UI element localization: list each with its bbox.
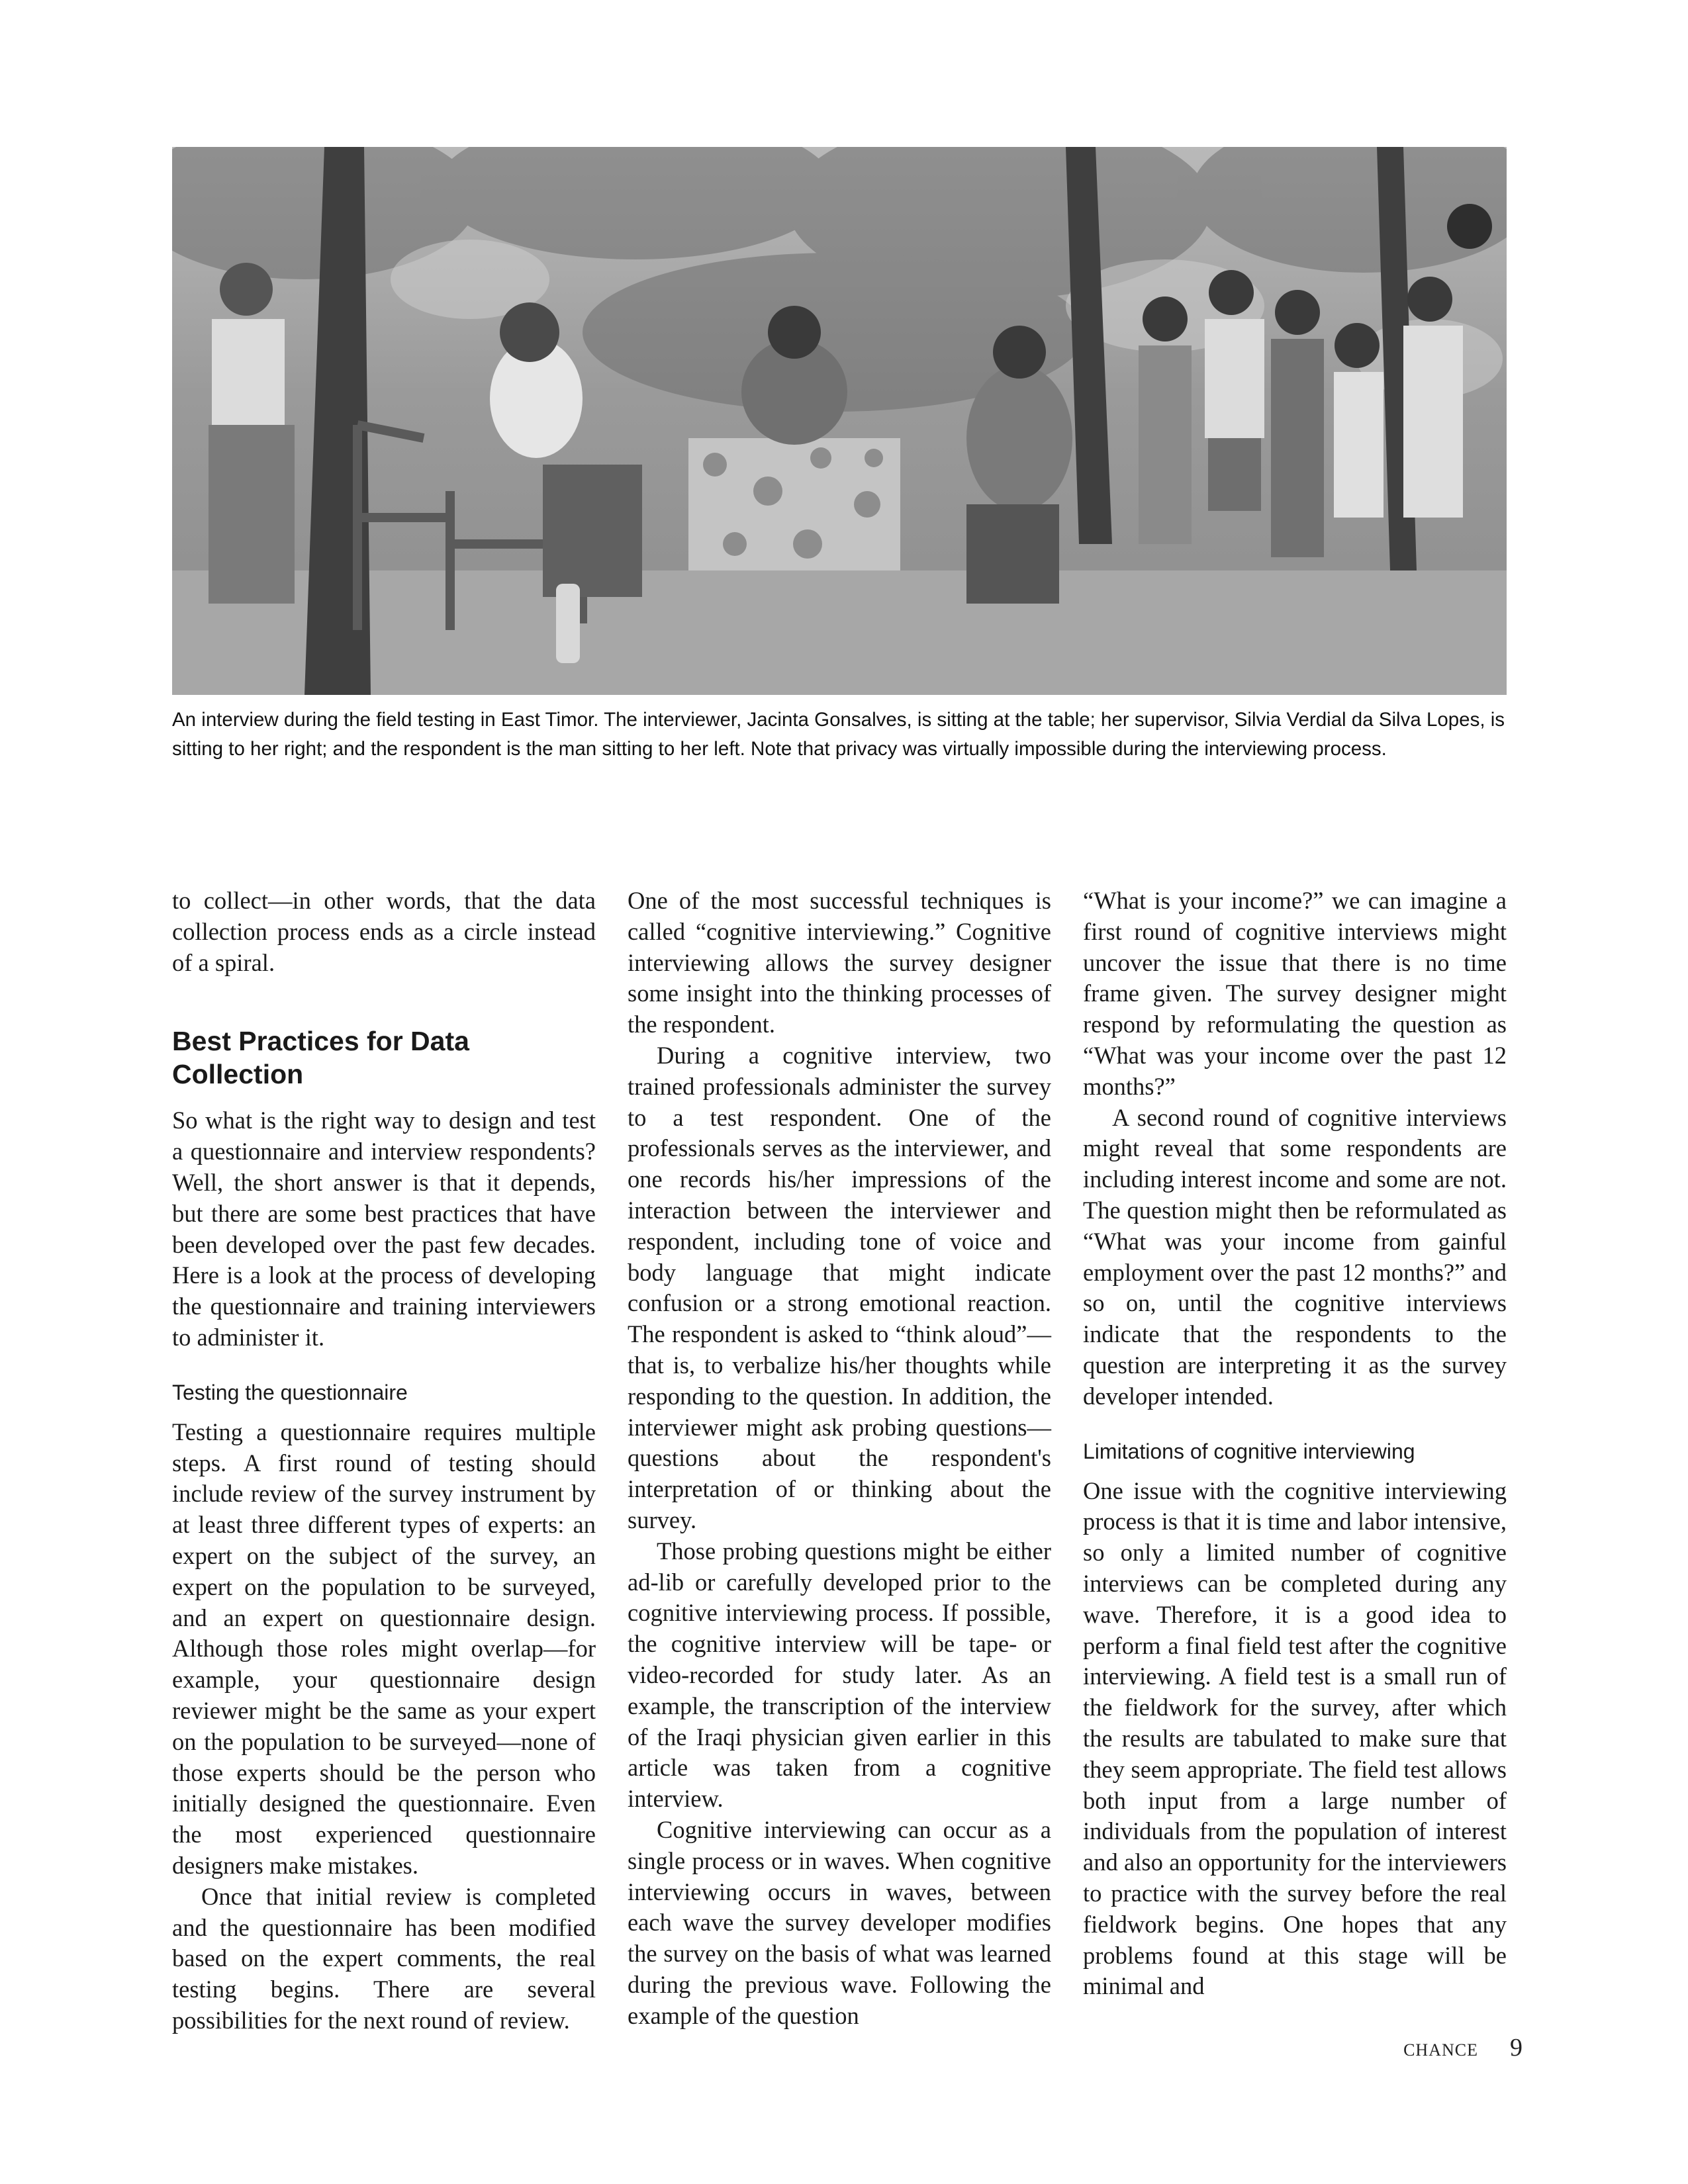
page-footer bbox=[1344, 2033, 1523, 2062]
journal-name: CHANCE bbox=[1403, 2040, 1478, 2060]
paragraph: to collect—in other words, that the data collection process ends as a circle instead of a spiral. bbox=[172, 887, 596, 976]
paragraph: “What is your income?” we can imagine a first round of cognitive interviews might uncover the issue that there is no time frame given. The survey designer might respond by reformulating the question as “What was your income over the past 12 months?” bbox=[1083, 887, 1507, 1100]
text-column-1 bbox=[172, 886, 596, 2036]
field-interview-photo bbox=[172, 147, 1507, 695]
paragraph: During a cognitive interview, two trained professionals administer the survey to a test respondent. One of the professionals serves as the interviewer, and one records his/her impressions of the interaction between the interviewer and respondent, including tone of voice and body language that might indicate confusion or a strong emotional reaction. The respondent is asked to “think aloud”—that is, to verbalize his/her thoughts while responding to the question. In addition, the interviewer might ask probing questions—questions about the respondent's interpretation of or thinking about the survey. bbox=[628, 1041, 1051, 1533]
page-number: 9 bbox=[1510, 2034, 1523, 2062]
text-column-2 bbox=[628, 886, 1051, 2031]
subsection-heading: Testing the questionnaire bbox=[172, 1380, 408, 1404]
paragraph: One of the most successful techniques is called “cognitive interviewing.” Cognitive interviewing allows the survey designer some insight into the thinking processes of the respondent. bbox=[628, 887, 1051, 1038]
paragraph: So what is the right way to design and test a questionnaire and interview respondents? Well, the short answer is that it depends, but there are some best practices that have been developed over the past few decades. Here is a look at the process of developing the questionnaire and training interviewers to administer it. bbox=[172, 1107, 596, 1351]
paragraph: One issue with the cognitive interviewing process is that it is time and labor intensive, so only a limited number of cognitive interviews can be completed during any wave. Therefore, it is a good idea to perform a final field test after the cognitive interviewing. A field test is a small run of the fieldwork for the survey, after which the results are tabulated to make sure that they seem appropriate. The field test allows both input from a large number of individuals from the population of interest and also an opportunity for the interviewers to practice with the survey before the real fieldwork begins. One hopes that any problems found at this stage will be minimal and bbox=[1083, 1477, 1507, 2000]
paragraph: Testing a questionnaire requires multiple steps. A first round of testing should include review of the survey instrument by at least three different types of experts: an expert on the subject of the survey, an expert on the population to be surveyed, and an expert on questionnaire design. Although those roles might overlap—for example, your questionnaire design reviewer might be the same as your expert on the population to be surveyed—none of those experts should be the person who initially designed the questionnaire. Even the most experienced questionnaire designers make mistakes. bbox=[172, 1418, 596, 1879]
text-column-3 bbox=[1083, 886, 1507, 2002]
paragraph: Those probing questions might be either ad-lib or carefully developed prior to the cognitive interviewing process. If possible, the cognitive interview will be tape- or video-recorded for study later. As an example, the transcription of the interview of the Iraqi physician given earlier in this article was taken from a cognitive interview. bbox=[628, 1537, 1051, 1813]
subsection-heading: Limitations of cognitive interviewing bbox=[1083, 1439, 1415, 1463]
section-heading: Best Practices for Data Collection bbox=[172, 1026, 469, 1090]
paragraph: Once that initial review is completed and the questionnaire has been modified based on the expert comments, the real testing begins. There are several possibilities for the next round of review. bbox=[172, 1882, 596, 2034]
photo-caption: An interview during the field testing in East Timor. The interviewer, Jacinta Gonsalves, is sitting at the table; her supervisor, Silvia Verdial da Silva Lopes, is sitting to her right; and the respondent is the man sitting to her left. Note that privacy was virtually impossible during the interviewing process. bbox=[172, 709, 1505, 760]
paragraph: A second round of cognitive interviews might reveal that some respondents are including interest income and some are not. The question might then be reformulated as “What was your income from gainful employment over the past 12 months?” and so on, until the cognitive interviews indicate that the respondents to the question are interpreting it as the survey developer intended. bbox=[1083, 1103, 1507, 1410]
paragraph: Cognitive interviewing can occur as a single process or in waves. When cognitive interviewing occurs in waves, between each wave the survey developer modifies the survey on the basis of what was learned during the previous wave. Following the example of the question bbox=[628, 1815, 1051, 2029]
